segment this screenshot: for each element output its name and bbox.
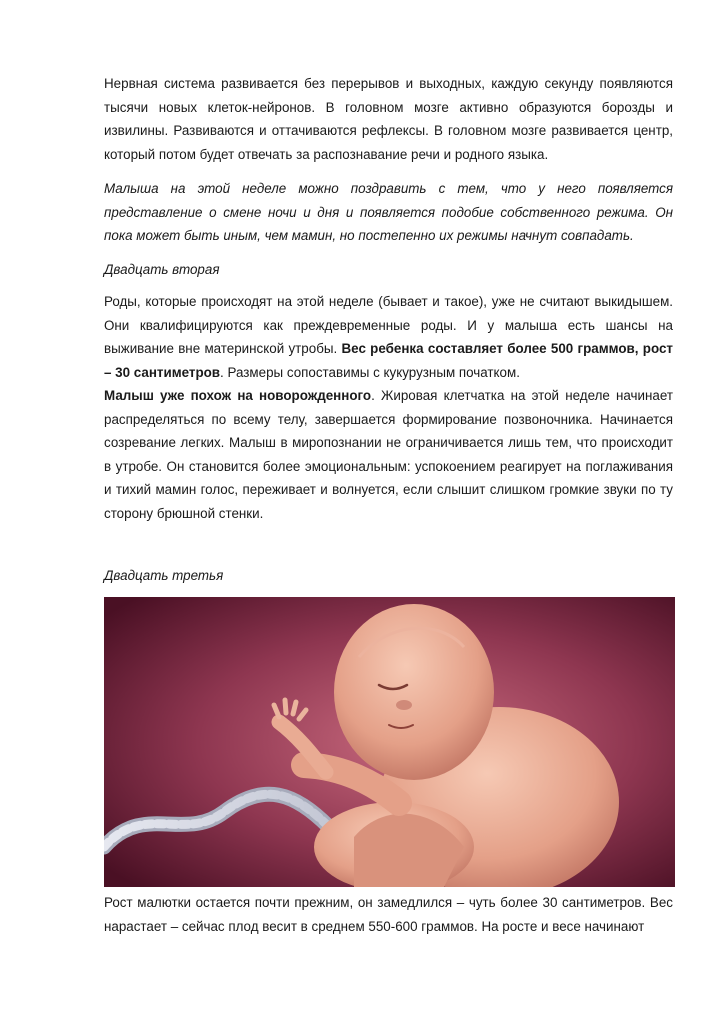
paragraph-premature-birth: [104, 290, 673, 384]
bold-weight-height: Вес ребенка составляет более 500 граммов, рост – 30 сантиметров: [104, 341, 673, 380]
bold-newborn: Малыш уже похож на новорожденного: [104, 388, 372, 403]
fetus-image: [104, 597, 675, 887]
text-run: . Размеры сопоставимы с кукурузным початком.: [220, 364, 520, 380]
paragraph-day-night-italic: Малыша на этой неделе можно поздравить с тем, что у него появляется представление о смене ночи и дня и появляется подобие собственного режима. Он пока может быть иным, чем мамин, но постепенно их режимы начнут совпадать.: [104, 181, 673, 244]
fetus-illustration: [104, 597, 675, 887]
heading-week-22: Двадцать вторая: [104, 262, 220, 277]
text-run: Роды, которые происходят на этой неделе (бывает и такое), уже не считают выкидышем. Они квалифицируются как преждевременные роды. И у малыша есть шансы на выживание вне материнской утробы.: [104, 294, 673, 357]
paragraph-newborn-like: [104, 384, 673, 526]
paragraph-week-23-growth: Рост малютки остается почти прежним, он замедлился – чуть более 30 сантиметров. Вес нарастает – сейчас плод весит в среднем 550-600 граммов. На росте и весе начинают: [104, 895, 673, 934]
heading-week-23: Двадцать третья: [104, 568, 224, 583]
paragraph-nervous-system: Нервная система развивается без перерывов и выходных, каждую секунду появляются тысячи новых клеток-нейронов. В головном мозге активно образуются борозды и извилины. Развиваются и оттачиваются рефлексы. В головном мозге развивается центр, который потом будет отвечать за распознавание речи и родного языка.: [104, 76, 673, 162]
text-run: . Жировая клетчатка на этой неделе начинает распределяться по всему телу, завершается формирование позвоночника. Начинается созревание легких. Малыш в миропознании не ограничивается лишь тем, что происходит в утробе. Он становится более эмоциональным: успокоением реагирует на поглаживания и тихий мамин голос, переживает и волнуется, если слышит слишком громкие звуки по ту сторону брюшной стенки.: [104, 388, 673, 521]
